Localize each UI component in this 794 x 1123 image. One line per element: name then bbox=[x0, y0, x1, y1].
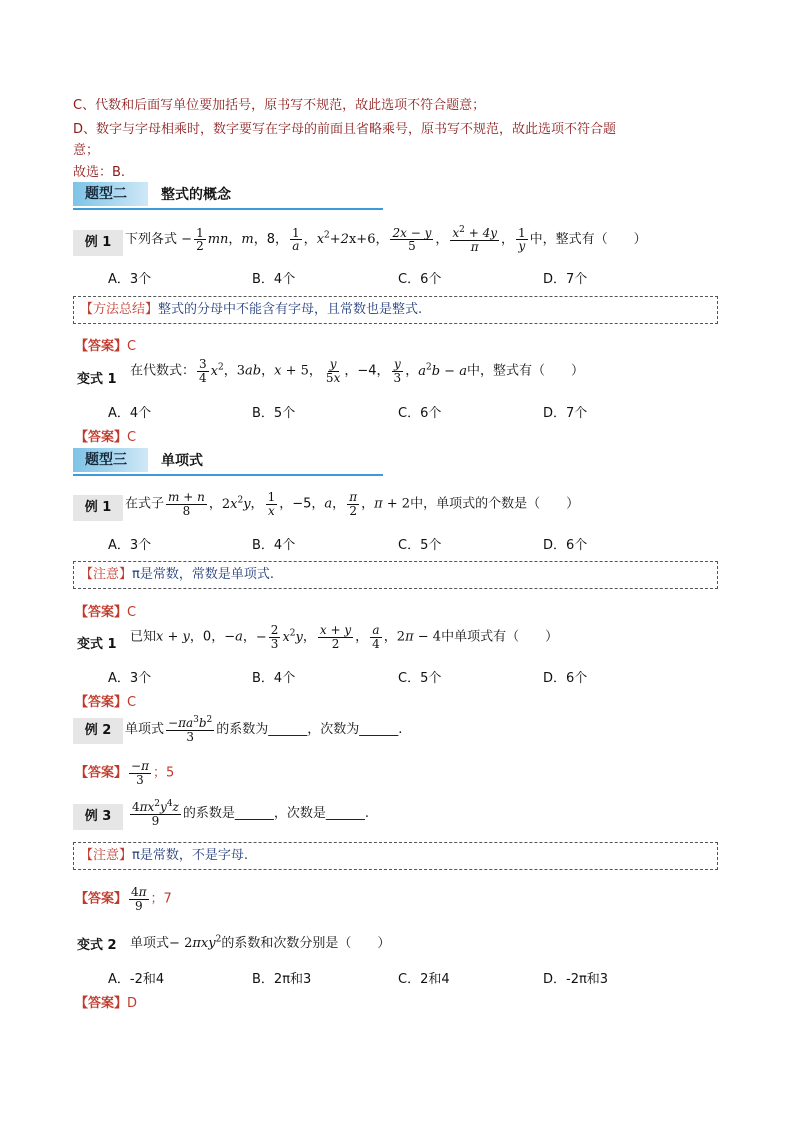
note-text: π是常数，常数是单项式. bbox=[132, 567, 274, 582]
answer-value: C bbox=[127, 430, 137, 445]
note-key: 【方法总结】 bbox=[80, 302, 159, 317]
variant-2-answer bbox=[75, 992, 137, 1011]
question-suffix: 的系数和次数分别是（ ） bbox=[221, 936, 391, 951]
example-3-label: 例 3 bbox=[73, 804, 123, 830]
note-key: 【注意】 bbox=[80, 848, 133, 863]
option-b: B．5个 bbox=[252, 406, 296, 421]
example-1-answer bbox=[75, 335, 136, 354]
example-2-label: 例 2 bbox=[73, 718, 123, 744]
variant-1-label: 变式 1 bbox=[77, 372, 117, 387]
note-box bbox=[73, 561, 718, 589]
section-title: 单项式 bbox=[161, 453, 203, 469]
option-c: C．2和4 bbox=[398, 972, 450, 987]
example-1b-label: 例 1 bbox=[73, 495, 123, 521]
answer-value: C bbox=[127, 605, 137, 620]
question-prefix: 已知 bbox=[130, 629, 157, 645]
option-a: A．3个 bbox=[108, 671, 152, 686]
variant-1b-label: 变式 1 bbox=[77, 637, 117, 652]
option-a: A．-2和4 bbox=[108, 972, 165, 987]
section-type-2 bbox=[73, 182, 383, 210]
answer-value: C bbox=[127, 695, 137, 710]
question-suffix: 中，整式有（ ） bbox=[466, 363, 584, 379]
question-suffix: 中，整式有（ ） bbox=[529, 232, 647, 248]
variant-2-question: 单项式− 2πxy$^2$的系数和次数分别是（ ） bbox=[130, 934, 391, 951]
option-a: A．4个 bbox=[108, 406, 152, 421]
option-c-explanation: C、代数和后面写单位要加括号，原书写不规范，故此选项不符合题意； bbox=[73, 98, 486, 113]
section-type-3 bbox=[73, 448, 383, 476]
option-b: B．4个 bbox=[252, 272, 296, 287]
answer-value: C bbox=[127, 339, 137, 354]
variant-2-label: 变式 2 bbox=[77, 938, 117, 953]
option-c: C．5个 bbox=[398, 538, 442, 553]
option-b: B．2π和3 bbox=[252, 972, 312, 987]
option-b: B．4个 bbox=[252, 538, 296, 553]
example-2-question: 单项式 $\frac{-\pi a^3b^2}{3}$ 的系数为______，次数为______. bbox=[125, 715, 403, 744]
option-b: B．4个 bbox=[252, 671, 296, 686]
note-box-2 bbox=[73, 842, 718, 870]
answer-value: ；5 bbox=[152, 765, 175, 781]
question-suffix: 中单项式有（ ） bbox=[441, 629, 559, 645]
question-prefix: 单项式 bbox=[130, 936, 170, 951]
variant-1b-question: 已知x + y，0，−a，− $\frac{2}{3}$ $x^2y$， $\frac{x + y}{2}$ ， $\frac{a}{4}$ ，2π − 4中单项式有（ ） bbox=[130, 623, 559, 651]
option-c: C．5个 bbox=[398, 671, 442, 686]
example-1b-question: 在式子 $\frac{m + n}{8}$ ，$2x^2y$， $\frac{1}{x}$ ，−5，a， $\frac{\pi}{2}$ ，π + 2中，单项式的个数是（ ） bbox=[125, 490, 580, 518]
option-d-explanation-cont: 意； bbox=[73, 143, 100, 158]
note-text: π是常数，不是字母. bbox=[132, 848, 248, 863]
question-suffix: 中，单项式的个数是（ ） bbox=[410, 496, 580, 512]
example-1-label: 例 1 bbox=[73, 230, 123, 256]
section-rule bbox=[73, 208, 383, 210]
section-tag: 题型二 bbox=[73, 182, 148, 206]
option-d: D．-2π和3 bbox=[543, 972, 609, 987]
answer-key: 【答案】 bbox=[75, 339, 128, 354]
option-d: D．7个 bbox=[543, 272, 588, 287]
question-prefix: 单项式 bbox=[125, 722, 165, 738]
option-d: D．6个 bbox=[543, 538, 588, 553]
choice-result: 故选：B. bbox=[73, 165, 126, 180]
answer-key: 【答案】 bbox=[75, 891, 128, 907]
variant-1b-answer bbox=[75, 691, 136, 710]
section-title: 整式的概念 bbox=[161, 187, 231, 203]
answer-key: 【答案】 bbox=[75, 765, 128, 781]
question-prefix: 下列各式 bbox=[125, 232, 178, 248]
option-a: A．3个 bbox=[108, 538, 152, 553]
answer-value: D bbox=[127, 996, 138, 1011]
option-d-explanation: D、数字与字母相乘时，数字要写在字母的前面且省略乘号，原书写不规范，故此选项不符合题 bbox=[73, 122, 617, 137]
variant-1-answer bbox=[75, 426, 136, 445]
option-d: D．6个 bbox=[543, 671, 588, 686]
option-c: C．6个 bbox=[398, 406, 442, 421]
question-suffix: 的系数为______，次数为______. bbox=[216, 722, 403, 738]
question-suffix: 的系数是______，次数是______. bbox=[182, 806, 370, 822]
option-c: C．6个 bbox=[398, 272, 442, 287]
section-rule bbox=[73, 474, 383, 476]
example-3-answer: 【答案】 $\frac{4\pi}{9}$ ；7 bbox=[75, 885, 172, 913]
answer-key: 【答案】 bbox=[75, 430, 128, 445]
note-text: 整式的分母中不能含有字母，且常数也是整式. bbox=[158, 302, 423, 317]
section-tag: 题型三 bbox=[73, 448, 148, 472]
answer-value: ；7 bbox=[150, 891, 172, 907]
example-2-answer: 【答案】 $\frac{-\pi}{3}$ ；5 bbox=[75, 759, 175, 787]
example-1-question: 下列各式 − $\frac{1}{2}$ mn，m，8， $\frac{1}{a}$ ，$x^2+2x+6$， $\frac{2x - y}{5}$ ， $\frac{x^2 + 4y}{\pi}$ ， $\frac{1}{y}$ 中，整式有（ ） bbox=[125, 225, 647, 254]
question-prefix: 在式子 bbox=[125, 496, 165, 512]
question-prefix: 在代数式： bbox=[130, 363, 196, 379]
answer-key: 【答案】 bbox=[75, 996, 128, 1011]
example-1b-answer bbox=[75, 601, 136, 620]
method-summary-box bbox=[73, 296, 718, 324]
note-key: 【注意】 bbox=[80, 567, 133, 582]
option-a: A．3个 bbox=[108, 272, 152, 287]
answer-key: 【答案】 bbox=[75, 695, 128, 710]
answer-key: 【答案】 bbox=[75, 605, 128, 620]
option-d: D．7个 bbox=[543, 406, 588, 421]
example-3-question: $\frac{4\pi x^2y^4z}{9}$ 的系数是______，次数是______. bbox=[132, 799, 370, 828]
variant-1-question: 在代数式： $\frac{3}{4}$ $x^2$，3ab，x + 5， $\frac{y}{5x}$ ，−4， $\frac{y}{3}$ ，$a^2b - a$中，整式有（ ） bbox=[130, 357, 584, 385]
